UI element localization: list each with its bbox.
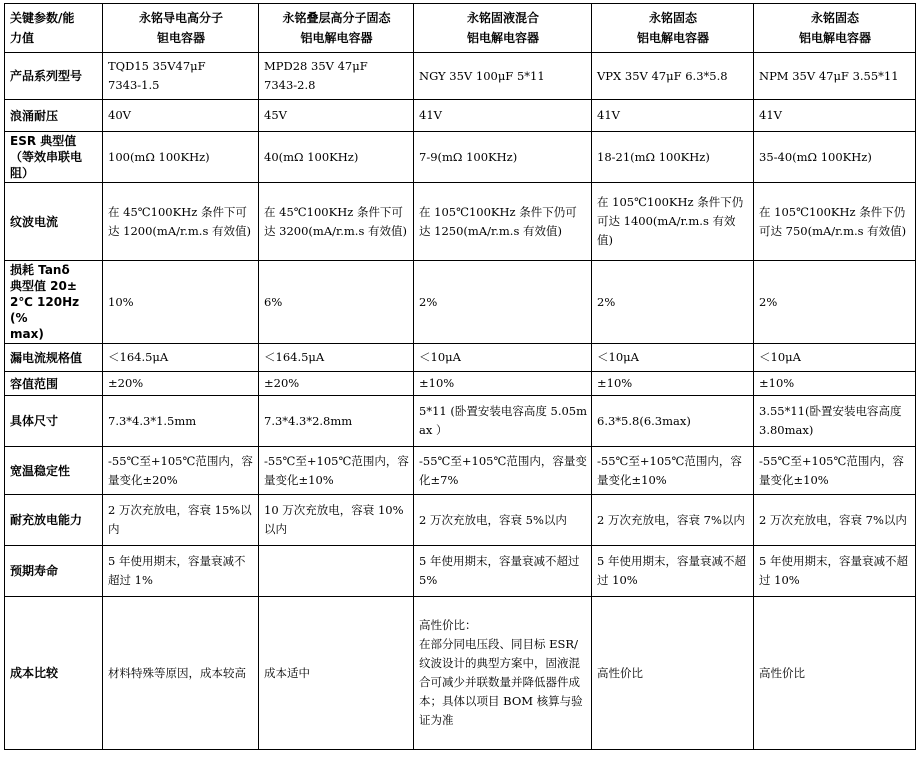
table-cell: 7.3*4.3*1.5mm: [103, 396, 259, 447]
table-cell: 2%: [414, 261, 592, 344]
table-cell: 2 万次充放电，容衰 5%以内: [414, 495, 592, 546]
table-cell: -55℃至+105℃范围内，容量变化±10%: [754, 447, 916, 495]
table-cell: 5*11 (卧置安装电容高度 5.05max ）: [414, 396, 592, 447]
header-line: 永铭固液混合 铝电解电容器: [466, 11, 539, 45]
table-cell: 41V: [414, 100, 592, 132]
header-cell: [414, 4, 592, 53]
table-cell: 6.3*5.8(6.3max): [592, 396, 754, 447]
comparison-sheet: [4, 3, 916, 750]
header-cell: [259, 4, 414, 53]
table-cell: 40V: [103, 100, 259, 132]
header-line: 关键参数/能 力值: [10, 11, 75, 45]
header-line: 永铭固态 铝电解电容器: [636, 11, 709, 45]
table-cell: 2%: [592, 261, 754, 344]
table-cell: ＜164.5μA: [103, 344, 259, 372]
param-cell: 预期寿命: [5, 546, 103, 597]
table-row: [5, 132, 916, 183]
table-cell: 材料特殊等原因，成本较高: [103, 597, 259, 750]
header-line: 永铭叠层高分子固态 铝电解电容器: [282, 11, 391, 45]
table-cell: 10%: [103, 261, 259, 344]
table-cell: 高性价比: [592, 597, 754, 750]
table-cell: 35-40(mΩ 100KHz): [754, 132, 916, 183]
table-row: [5, 53, 916, 100]
table-cell: ±20%: [259, 372, 414, 396]
table-row: [5, 372, 916, 396]
table-cell: 在 45℃100KHz 条件下可达 3200(mA/r.m.s 有效值): [259, 183, 414, 261]
table-row: [5, 447, 916, 495]
table-cell: -55℃至+105℃范围内，容量变化±10%: [259, 447, 414, 495]
table-cell: 2%: [754, 261, 916, 344]
table-cell: ±10%: [592, 372, 754, 396]
table-cell: ＜10μA: [592, 344, 754, 372]
table-cell: 18-21(mΩ 100KHz): [592, 132, 754, 183]
header-line: 永铭导电高分子 钽电容器: [138, 11, 223, 45]
table-row: [5, 100, 916, 132]
table-cell: 在 45℃100KHz 条件下可达 1200(mA/r.m.s 有效值): [103, 183, 259, 261]
table-cell: ＜10μA: [754, 344, 916, 372]
table-cell: 41V: [592, 100, 754, 132]
table-cell: 在 105℃100KHz 条件下仍可达 750(mA/r.m.s 有效值): [754, 183, 916, 261]
table-cell: 5 年使用期末，容量衰减不超过 10%: [754, 546, 916, 597]
table-cell: 在 105℃100KHz 条件下仍可达 1400(mA/r.m.s 有效值): [592, 183, 754, 261]
table-cell: 在 105℃100KHz 条件下仍可达 1250(mA/r.m.s 有效值): [414, 183, 592, 261]
comparison-table: [4, 3, 916, 750]
param-cell: 具体尺寸: [5, 396, 103, 447]
table-cell: 5 年使用期末，容量衰减不超过 5%: [414, 546, 592, 597]
table-cell: 成本适中: [259, 597, 414, 750]
param-cell: ESR 典型值 （等效串联电 阻）: [5, 132, 103, 183]
table-cell: 7-9(mΩ 100KHz): [414, 132, 592, 183]
table-cell: -55℃至+105℃范围内，容量变化±10%: [592, 447, 754, 495]
header-cell: [592, 4, 754, 53]
header-cell: [754, 4, 916, 53]
param-cell: 漏电流规格值: [5, 344, 103, 372]
table-cell: ＜10μA: [414, 344, 592, 372]
table-row: [5, 396, 916, 447]
table-row: [5, 597, 916, 750]
table-cell: 41V: [754, 100, 916, 132]
header-line: 永铭固态 铝电解电容器: [798, 11, 871, 45]
table-cell: NGY 35V 100μF 5*11: [414, 53, 592, 100]
param-cell: 纹波电流: [5, 183, 103, 261]
param-cell: 损耗 Tanδ 典型值 20± 2℃ 120Hz (% max): [5, 261, 103, 344]
table-cell: -55℃至+105℃范围内，容量变化±20%: [103, 447, 259, 495]
table-row: [5, 344, 916, 372]
table-row: [5, 495, 916, 546]
table-cell: 2 万次充放电，容衰 7%以内: [592, 495, 754, 546]
param-cell: 宽温稳定性: [5, 447, 103, 495]
table-cell: ±10%: [414, 372, 592, 396]
table-cell: NPM 35V 47μF 3.55*11: [754, 53, 916, 100]
table-cell: 40(mΩ 100KHz): [259, 132, 414, 183]
table-cell: 高性价比： 在部分同电压段、同目标 ESR/纹波设计的典型方案中，固液混合可减少并联数量并降低器件成本；具体以项目 BOM 核算与验证为准: [414, 597, 592, 750]
table-row: [5, 546, 916, 597]
header-cell: [5, 4, 103, 53]
table-cell: ＜164.5μA: [259, 344, 414, 372]
param-cell: 产品系列型号: [5, 53, 103, 100]
table-row: [5, 261, 916, 344]
table-cell: ±20%: [103, 372, 259, 396]
table-cell: 7.3*4.3*2.8mm: [259, 396, 414, 447]
table-cell: 3.55*11(卧置安装电容高度 3.80max): [754, 396, 916, 447]
table-cell: 高性价比: [754, 597, 916, 750]
table-row: [5, 183, 916, 261]
param-cell: 容值范围: [5, 372, 103, 396]
table-cell: 5 年使用期末，容量衰减不超过 10%: [592, 546, 754, 597]
table-cell: TQD15 35V47μF 7343-1.5: [103, 53, 259, 100]
table-cell: VPX 35V 47μF 6.3*5.8: [592, 53, 754, 100]
table-cell: [259, 546, 414, 597]
table-cell: 5 年使用期末，容量衰减不超过 1%: [103, 546, 259, 597]
table-cell: 100(mΩ 100KHz): [103, 132, 259, 183]
table-cell: MPD28 35V 47μF 7343-2.8: [259, 53, 414, 100]
header-row: [5, 4, 916, 53]
table-cell: 45V: [259, 100, 414, 132]
table-cell: ±10%: [754, 372, 916, 396]
table-cell: -55℃至+105℃范围内，容量变化±7%: [414, 447, 592, 495]
header-cell: [103, 4, 259, 53]
table-cell: 2 万次充放电，容衰 15%以内: [103, 495, 259, 546]
table-cell: 6%: [259, 261, 414, 344]
table-cell: 10 万次充放电，容衰 10%以内: [259, 495, 414, 546]
param-cell: 耐充放电能力: [5, 495, 103, 546]
param-cell: 成本比较: [5, 597, 103, 750]
table-cell: 2 万次充放电，容衰 7%以内: [754, 495, 916, 546]
param-cell: 浪涌耐压: [5, 100, 103, 132]
